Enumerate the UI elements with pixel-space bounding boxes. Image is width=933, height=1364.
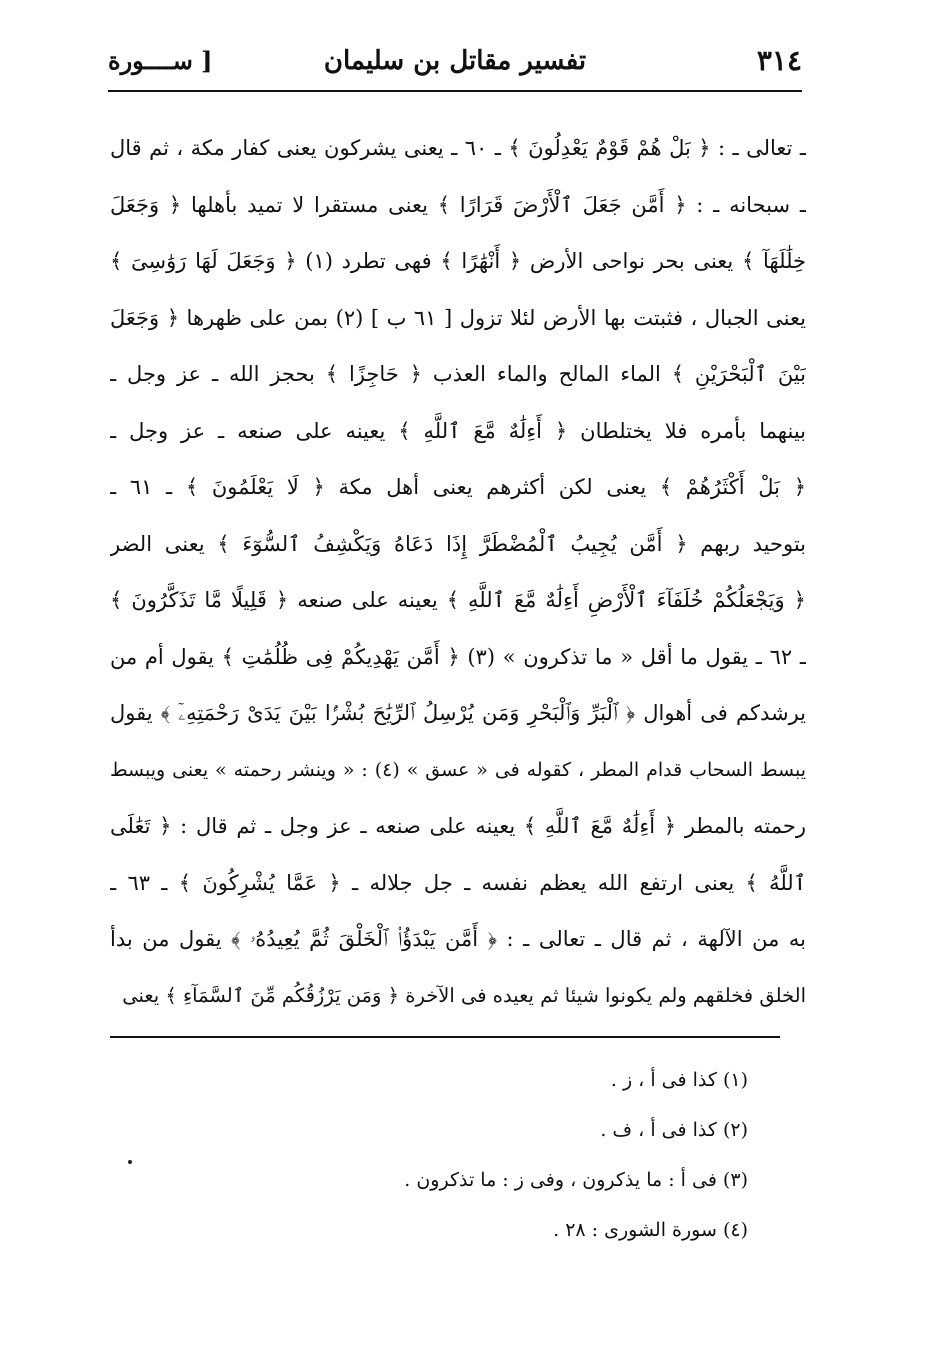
footnote-divider	[110, 1036, 780, 1038]
page-number: ٣١٤	[756, 44, 802, 77]
text-line: الخلق فخلقهم ولم يكونوا شيئا ثم يعيده فى الآخرة ﴿ وَمَن يَرْزُقُكُم مِّنَ ٱلسَّمَآءِ ﴾ يعنى	[122, 983, 806, 1007]
text-line: يعنى الجبال ، فثبتت بها الأرض لئلا تزول [ ٦١ ب ] (٢) بمن على ظهرها ﴿ وَجَعَلَ	[110, 305, 806, 330]
text-line: يبسط السحاب قدام المطر ، كقوله فى « عسق » (٤) : « وينشر رحمته » يعنى ويبسط	[110, 758, 806, 781]
print-speck	[128, 1160, 132, 1164]
footnote-4: (٤) سورة الشورى : ٢٨ .	[553, 1219, 748, 1241]
text-line: رحمته بالمطر ﴿ أَءِلَٰهٌ مَّعَ ٱللَّهِ ﴾ يعينه على صنعه ـ عز وجل ـ ثم قال : ﴿ تَعَٰلَى	[110, 814, 806, 838]
text-line: ـ ٦٢ ـ يقول ما أقل « ما تذكرون » (٣) ﴿ أَمَّن يَهْدِيكُمْ فِى ظُلُمَٰتِ ﴾ يقول أم من	[110, 644, 806, 669]
footnote-3: (٣) فى أ : ما يذكرون ، وفى ز : ما تذكرون .	[404, 1169, 748, 1191]
text-line: به من الآلهة ، ثم قال ـ تعالى ـ : ﴿ أَمَّن يَبْدَؤُا۟ ٱلْخَلْقَ ثُمَّ يُعِيدُهُۥ ﴾ يقول من بدأ	[110, 927, 806, 951]
surah-label: [ ســــورة	[108, 46, 213, 75]
footnote-1: (١) كذا فى أ ، ز .	[610, 1069, 748, 1091]
text-line: ٱللَّهُ ﴾ يعنى ارتفع الله يعظم نفسه ـ جل جلاله ـ ﴿ عَمَّا يُشْرِكُونَ ﴾ ـ ٦٣ ـ	[110, 870, 806, 895]
text-line: بتوحيد ربهم ﴿ أَمَّن يُجِيبُ ٱلْمُضْطَرَّ إِذَا دَعَاهُ وَيَكْشِفُ ٱلسُّوٓءَ ﴾ يعنى الضر	[110, 531, 806, 556]
text-line: ﴿ وَيَجْعَلُكُمْ خُلَفَآءَ ٱلْأَرْضِ أَءِلَٰهٌ مَّعَ ٱللَّهِ ﴾ يعينه على صنعه ﴿ قَلِيلًا مَّا تَذَكَّرُونَ ﴾	[110, 588, 806, 612]
text-line: يرشدكم فى أهوال ﴿ ٱلْبَرِّ وَٱلْبَحْرِ وَمَن يُرْسِلُ ٱلرِّيَٰحَ بُشْرًۢا بَيْنَ يَدَىْ رَحْمَتِهِۦٓ ﴾ يقول	[110, 701, 806, 725]
text-line: ـ سبحانه ـ : ﴿ أَمَّن جَعَلَ ٱلْأَرْضَ قَرَارًا ﴾ يعنى مستقرا لا تميد بأهلها ﴿ وَجَعَلَ	[110, 192, 806, 217]
text-line: ـ تعالى ـ : ﴿ بَلْ هُمْ قَوْمٌ يَعْدِلُونَ ﴾ ـ ٦٠ ـ يعنى يشركون يعنى كفار مكة ، ثم قال	[110, 136, 806, 160]
text-line: خِلَٰلَهَآ ﴾ يعنى بحر نواحى الأرض ﴿ أَنْهَٰرًا ﴾ فهى تطرد (١) ﴿ وَجَعَلَ لَهَا رَوَٰسِىَ ﴾	[110, 249, 806, 273]
page-header	[108, 44, 802, 92]
book-title: تفسير مقاتل بن سليمان	[323, 46, 587, 76]
footnotes	[380, 1062, 748, 1262]
text-line: ﴿ بَلْ أَكْثَرُهُمْ ﴾ يعنى لكن أكثرهم يعنى أهل مكة ﴿ لَا يَعْلَمُونَ ﴾ ـ ٦١ ـ	[110, 475, 806, 499]
text-line: بينهما بأمره فلا يختلطان ﴿ أَءِلَٰهٌ مَّعَ ٱللَّهِ ﴾ يعينه على صنعه ـ عز وجل ـ	[110, 418, 806, 443]
footnote-2: (٢) كذا فى أ ، ف .	[600, 1119, 748, 1141]
main-text	[110, 120, 806, 1024]
text-line: بَيْنَ ٱلْبَحْرَيْنِ ﴾ الماء المالح والماء العذب ﴿ حَاجِزًا ﴾ بحجز الله ـ عز وجل ـ	[110, 362, 806, 386]
